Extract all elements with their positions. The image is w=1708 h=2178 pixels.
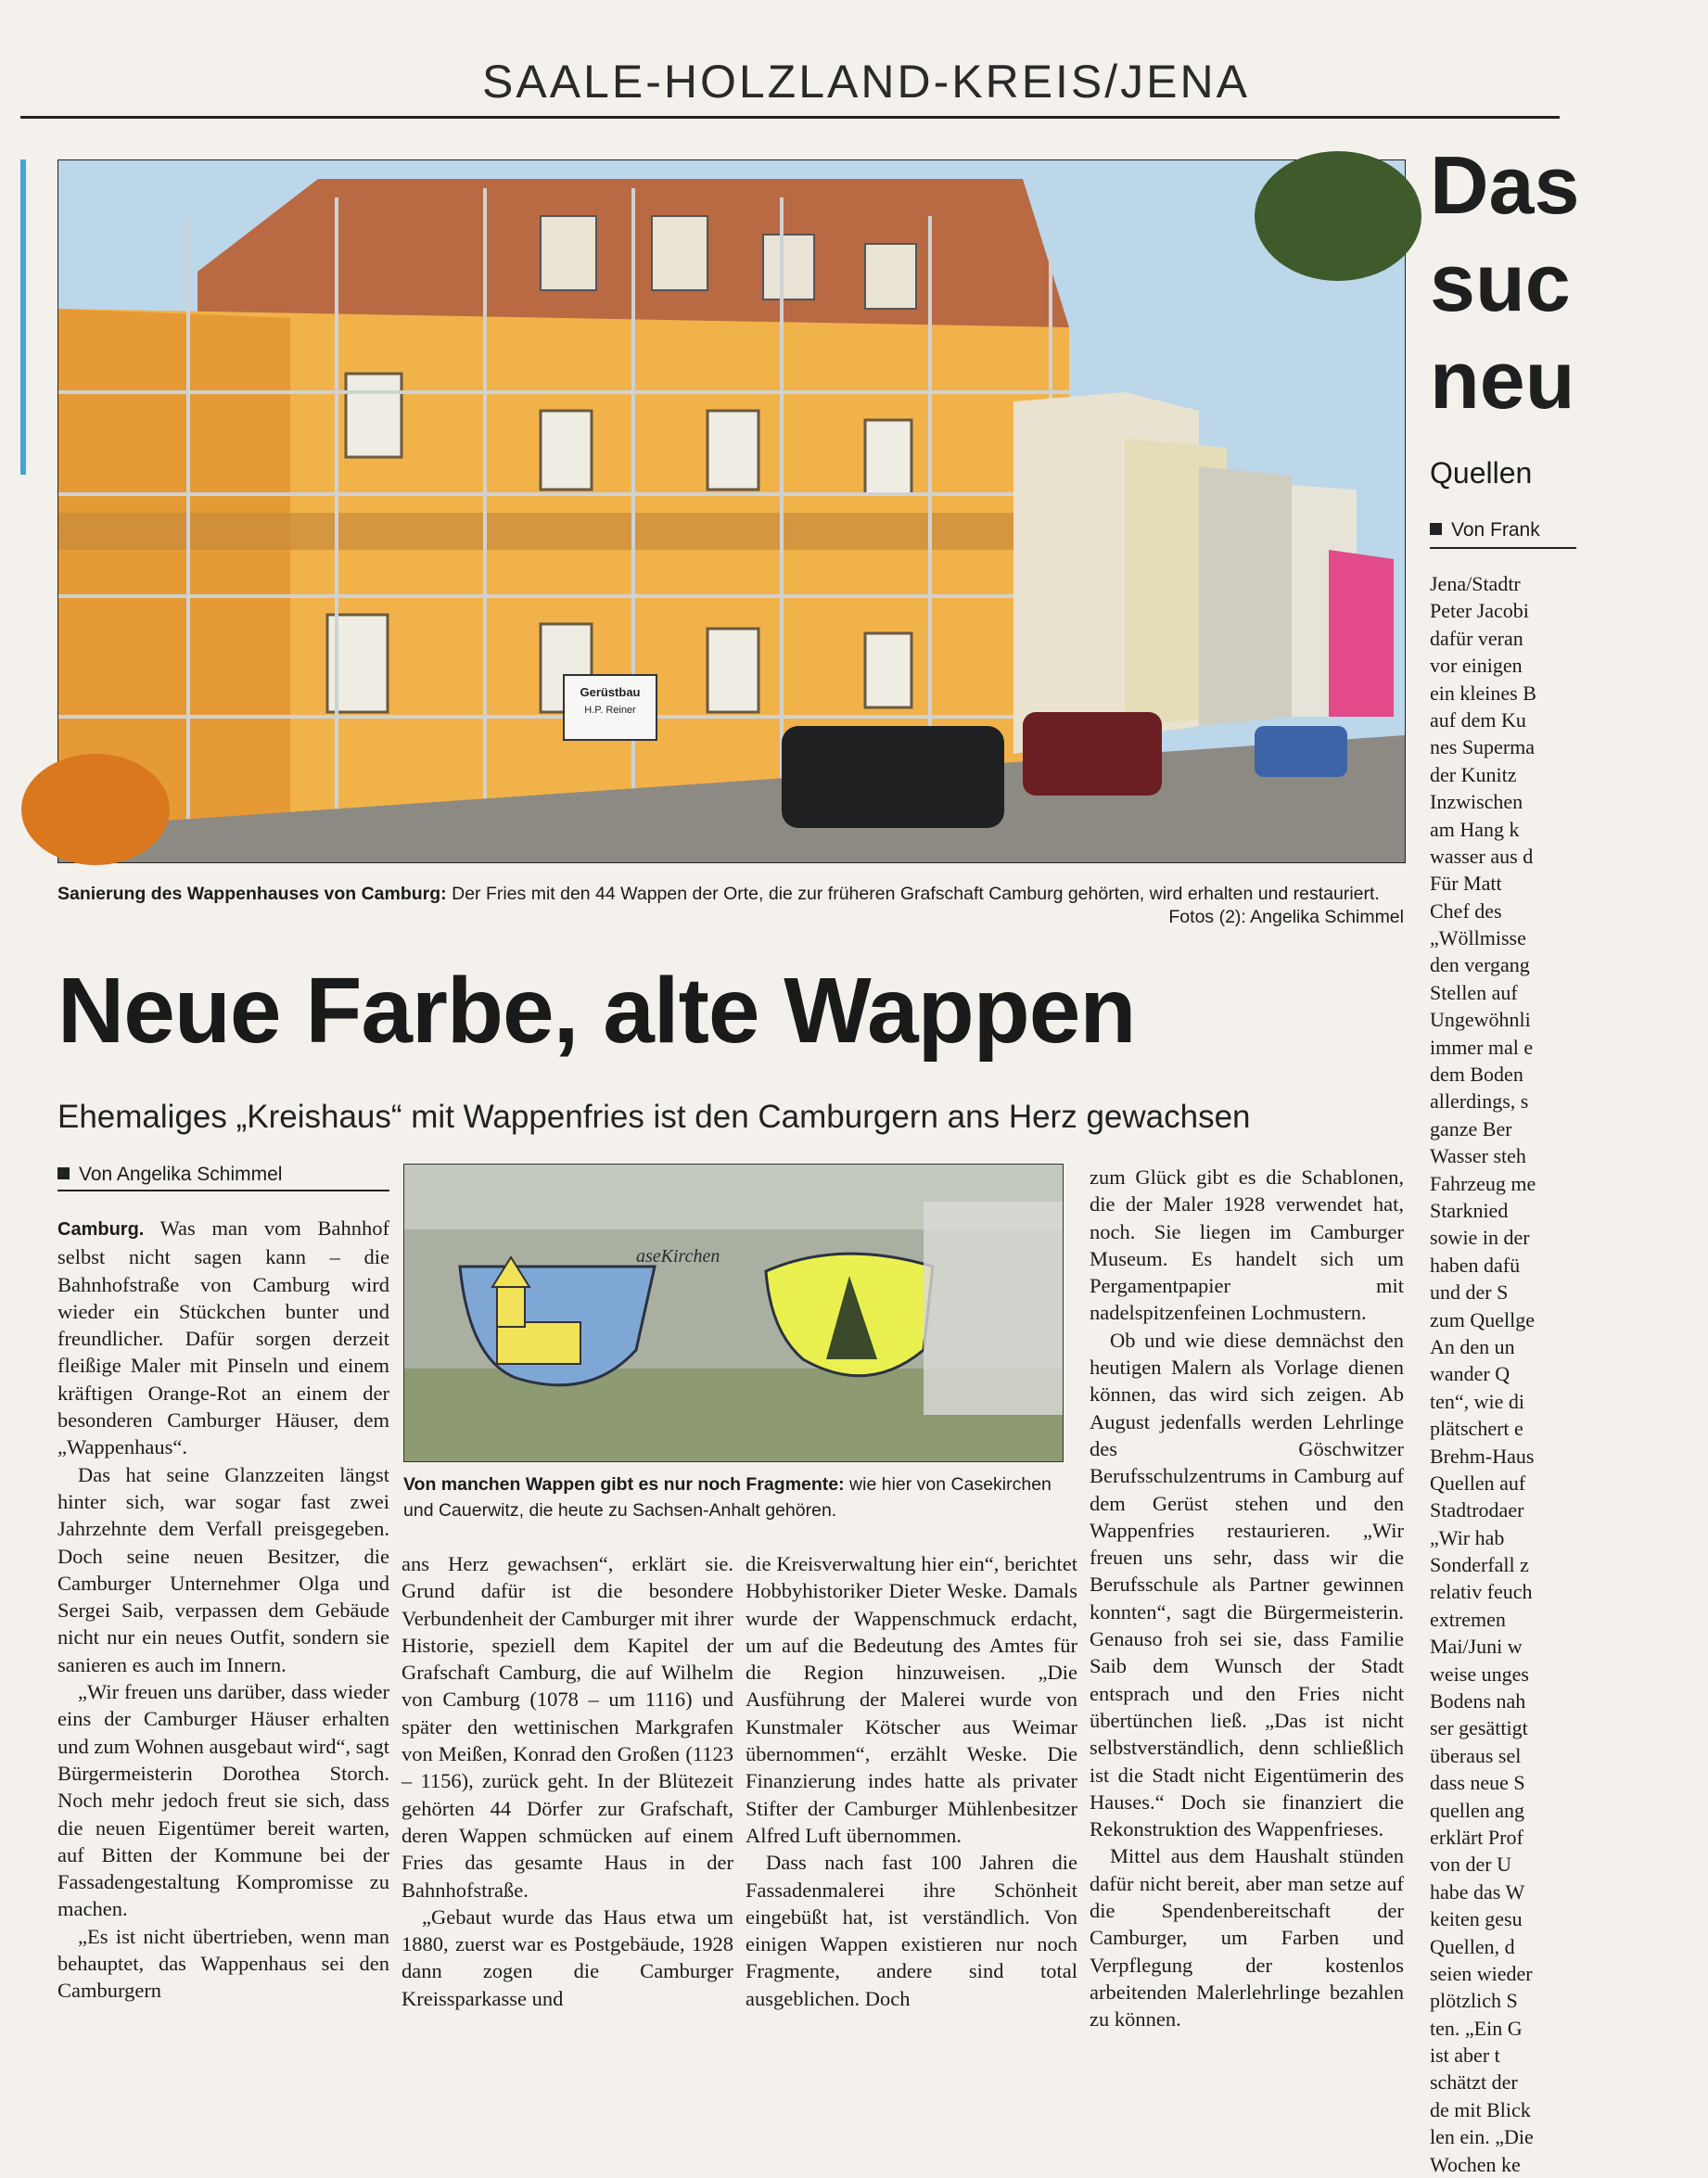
adjacent-headline-line: neu — [1430, 334, 1575, 426]
adjacent-text-line: Sonderfall z — [1430, 1553, 1529, 1577]
main-photo — [57, 159, 1406, 863]
adjacent-text-line: dass neue S — [1430, 1771, 1525, 1795]
adjacent-text-line: haben dafü — [1430, 1253, 1521, 1277]
adjacent-text-line: Quellen auf — [1430, 1471, 1526, 1495]
photo-caption-text: Der Fries mit den 44 Wappen der Orte, die zur früheren Grafschaft Camburg gehörten, wird erhalten und restauriert. — [446, 884, 1380, 904]
adjacent-text-line: zum Quellge — [1430, 1307, 1536, 1331]
adjacent-text-line: ten“, wie di — [1430, 1389, 1525, 1413]
adjacent-text-line: und der S — [1430, 1280, 1509, 1305]
adjacent-text-line: Inzwischen — [1430, 790, 1523, 814]
adjacent-text-line: len ein. „Die — [1430, 2125, 1534, 2149]
adjacent-text-line: ser gesättigt — [1430, 1716, 1528, 1740]
adjacent-text-line: Chef des — [1430, 898, 1502, 923]
paragraph: Dass nach fast 100 Jahren die Fassadenmalerei ihre Schönheit eingebüßt hat, ist verständlich. Von einigen Wappen existieren nur noch Fragmente, andere sind total ausgeblichen. Doch — [746, 1851, 1077, 2010]
photo-caption — [57, 881, 1404, 907]
adjacent-text-line: „Wöllmisse — [1430, 926, 1526, 950]
adjacent-text-line: auf dem Ku — [1430, 707, 1526, 732]
adjacent-subheadline: Quellen — [1430, 456, 1533, 490]
byline-bullet — [57, 1167, 70, 1179]
article-headline: Neue Farbe, alte Wappen — [57, 959, 1136, 1063]
adjacent-text-line: Brehm-Haus — [1430, 1444, 1535, 1468]
adjacent-text-line: nes Superma — [1430, 735, 1536, 759]
adjacent-text-line: weise unges — [1430, 1662, 1529, 1686]
paragraph — [57, 1215, 389, 1461]
building-scaffold-illustration — [58, 160, 1405, 862]
inset-caption — [403, 1471, 1071, 1523]
scaffold-sign-line2: H.P. Reiner — [584, 705, 636, 716]
adjacent-article — [1417, 139, 1580, 2176]
section-header — [0, 51, 1576, 116]
paragraph-text: Was man vom Bahnhof selbst nicht sagen kann – die Bahnhofstraße von Camburg wird wieder ein Stückchen bunter und freundlicher. Dafür sorgen derzeit fleißige Maler mit Pinseln und einem kräftigen Orange-Rot an einem der besonderen Camburger Häuser, dem „Wappenhaus“. — [57, 1216, 389, 1459]
adjacent-text-line: wasser aus d — [1430, 844, 1534, 868]
adjacent-text-line: vor einigen — [1430, 654, 1523, 678]
adjacent-text-line: am Hang k — [1430, 817, 1520, 841]
dateline: Camburg. — [57, 1219, 145, 1240]
adjacent-text-line: quellen ang — [1430, 1798, 1525, 1822]
adjacent-text-line: de mit Blick — [1430, 2097, 1531, 2121]
adjacent-text-line: dafür veran — [1430, 626, 1523, 650]
article-byline — [57, 1164, 389, 1191]
adjacent-text-line: Fahrzeug me — [1430, 1171, 1536, 1195]
adjacent-text-line: von der U — [1430, 1853, 1511, 1877]
adjacent-text-line: immer mal e — [1430, 1035, 1534, 1059]
adjacent-text-line: allerdings, s — [1430, 1089, 1529, 1114]
adjacent-headline-line: Das — [1430, 139, 1580, 231]
article-column-4 — [1090, 1164, 1404, 2033]
byline-text: Von Angelika Schimmel — [79, 1164, 283, 1185]
adjacent-text-line: relativ feuch — [1430, 1580, 1533, 1604]
paragraph: Ob und wie diese demnächst den heutigen Malern als Vorlage dienen können, das wird sich zeigen. Ab August jedenfalls werden Lehrlinge des Göschwitzer Berufsschulzentrums in Camburg auf dem Gerüst stehen und den Wappenfries restaurieren. „Wir freuen uns sehr, dass wir die Berufsschule als Partner gewinnen konnten“, sagt die Bürgermeisterin. Genauso froh sei sie, dass Familie Saib dem Wunsch der Stadt entsprach und den Fries nicht übertünchen ließ. „Das ist nicht selbstverständlich, denn schließlich ist die Stadt nicht Eigentümerin des Hauses.“ Doch sie finanziert die Rekonstruktion des Wappenfrieses. — [1090, 1328, 1404, 1841]
section-title: SAALE-HOLZLAND-KREIS/JENA — [482, 56, 1250, 108]
adjacent-text-line: überaus sel — [1430, 1743, 1522, 1767]
paragraph: Mittel aus dem Haushalt stünden dafür nicht bereit, aber man setze auf die Spendenbereitschaft der Camburger, um Farben und Verpflegung der kostenlos arbeitenden Malerlehrlinge bezahlen zu können. — [1090, 1844, 1404, 2032]
adjacent-text-line: „Wir hab — [1430, 1525, 1505, 1549]
adjacent-text-line: Peter Jacobi — [1430, 599, 1529, 623]
paragraph: Das hat seine Glanzzeiten längst hinter sich, war sogar fast zwei Jahrzehnte dem Verfall preisgegeben. Doch seine neuen Besitzer, die Camburger Unternehmer Olga und Sergei Saib, verpassen dem Gebäude nicht nur ein neues Outfit, sondern sie sanieren es auch im Innern. — [57, 1462, 389, 1676]
adjacent-text-line: schätzt der — [1430, 2070, 1518, 2095]
adjacent-text-line: ist aber t — [1430, 2044, 1500, 2068]
paragraph: ans Herz gewachsen“, erklärt sie. Grund dafür ist die besondere Verbundenheit der Camburger mit ihrer Historie, speziell dem Kapitel der Grafschaft Camburg, die auf Wilhelm von Camburg (1078 – um 1116) und später den wettinischen Markgrafen von Meißen, Konrad den Großen (1123 – 1156), zurück geht. In der Blütezeit gehörten 44 Dörfer zur Grafschaft, deren Wappen schmücken auf einem Fries das gesamte Haus in der Bahnhofstraße. — [402, 1552, 733, 1902]
paragraph: „Gebaut wurde das Haus etwa um 1880, zuerst war es Postgebäude, 1928 dann zogen die Camburger Kreissparkasse und — [402, 1904, 733, 2010]
article-subheadline: Ehemaliges „Kreishaus“ mit Wappenfries ist den Camburgern ans Herz gewachsen — [57, 1099, 1251, 1135]
adjacent-text-line: Jena/Stadtr — [1430, 572, 1521, 595]
adjacent-text-line: habe das W — [1430, 1879, 1525, 1904]
adjacent-text-line: sowie in der — [1430, 1226, 1530, 1250]
adjacent-text-line: Stadtrodaer — [1430, 1498, 1524, 1522]
adjacent-text-line: seien wieder — [1430, 1961, 1533, 1985]
article-column-3 — [746, 1550, 1077, 2012]
article-column-2 — [402, 1550, 733, 2012]
adjacent-text-line: den vergang — [1430, 953, 1530, 977]
adjacent-text-line: An den un — [1430, 1334, 1515, 1358]
adjacent-text-line: ganze Ber — [1430, 1116, 1512, 1140]
paragraph: die Kreisverwaltung hier ein“, berichtet Hobbyhistoriker Dieter Weske. Damals wurde der Wappenschmuck erdacht, um auf die Bedeutung des Amtes für die Region hinzuweisen. „Die Ausführung der Malerei wurde von Kunstmaler Kötscher aus Weimar übernommen“, erzählt Weske. Die Finanzierung indes hatte als privater Stifter der Camburger Mühlenbesitzer Alfred Luft übernommen. — [746, 1552, 1077, 1847]
adjacent-text-line: Mai/Juni w — [1430, 1635, 1523, 1659]
page-edge-marker — [20, 159, 26, 475]
paragraph: „Es ist nicht übertrieben, wenn man behauptet, das Wappenhaus sei den Camburgern — [57, 1924, 389, 2003]
adjacent-text-line: wander Q — [1430, 1362, 1510, 1386]
adjacent-text-line: Starknied — [1430, 1198, 1509, 1222]
photo-caption-bold: Sanierung des Wappenhauses von Camburg: — [57, 884, 447, 904]
adjacent-text-line: keiten gesu — [1430, 1907, 1523, 1931]
adjacent-text-line: plätschert e — [1430, 1417, 1523, 1441]
adjacent-text-line: plötzlich S — [1430, 1989, 1518, 2013]
paragraph: zum Glück gibt es die Schablonen, die der Maler 1928 verwendet hat, noch. Sie liegen im Camburger Museum. Es handelt sich um Pergamentpapier mit nadelspitzenfeinen Lochmustern. — [1090, 1165, 1404, 1325]
adjacent-text-line: der Kunitz — [1430, 762, 1517, 786]
adjacent-text-line: Stellen auf — [1430, 980, 1518, 1004]
adjacent-text-line: erklärt Prof — [1430, 1825, 1523, 1849]
inset-caption-text: wie hier von Casekirchen und Cauerwitz, die heute zu Sachsen-Anhalt gehören. — [403, 1474, 1052, 1521]
scaffold-sign-line1: Gerüstbau — [580, 685, 641, 699]
adjacent-byline-rule — [1430, 547, 1576, 549]
header-rule — [20, 116, 1560, 119]
adjacent-text-line: dem Boden — [1430, 1063, 1523, 1087]
article-column-1 — [57, 1215, 389, 2005]
adjacent-text-line: Bodens nah — [1430, 1689, 1526, 1713]
photo-credit: Fotos (2): Angelika Schimmel — [1168, 907, 1404, 927]
fresco-label: aseKirchen — [636, 1246, 720, 1267]
adjacent-byline-text: Von Frank — [1451, 519, 1540, 541]
adjacent-text-line: Wochen ke — [1430, 2152, 1521, 2176]
adjacent-headline-line: suc — [1430, 236, 1571, 328]
adjacent-text-line: Ungewöhnli — [1430, 1008, 1531, 1032]
adjacent-text-line: extremen — [1430, 1607, 1506, 1631]
adjacent-byline — [1430, 519, 1540, 541]
adjacent-text-line: Quellen, d — [1430, 1934, 1515, 1958]
paragraph: „Wir freuen uns darüber, dass wieder eins der Camburger Häuser erhalten und zum Wohnen ausgebaut wird“, sagt Bürgermeisterin Dorothea Storch. Noch mehr jedoch freut sie sich, dass die neuen Eigentümer bereit warten, auf Bitten der Kommune bei der Fassadengestaltung Kompromisse zu machen. — [57, 1680, 389, 1921]
inset-caption-bold: Von manchen Wappen gibt es nur noch Fragmente: — [403, 1474, 845, 1495]
adjacent-text-block — [1430, 570, 1708, 2178]
adjacent-text-line: ten. „Ein G — [1430, 2016, 1523, 2040]
adjacent-text-line: Wasser steh — [1430, 1144, 1526, 1168]
adjacent-text-line: ein kleines B — [1430, 681, 1536, 705]
inset-photo — [403, 1164, 1064, 1462]
adjacent-text-line: Für Matt — [1430, 872, 1502, 896]
coat-of-arms-fresco-illustration — [404, 1165, 1063, 1461]
byline-bullet — [1430, 523, 1442, 535]
